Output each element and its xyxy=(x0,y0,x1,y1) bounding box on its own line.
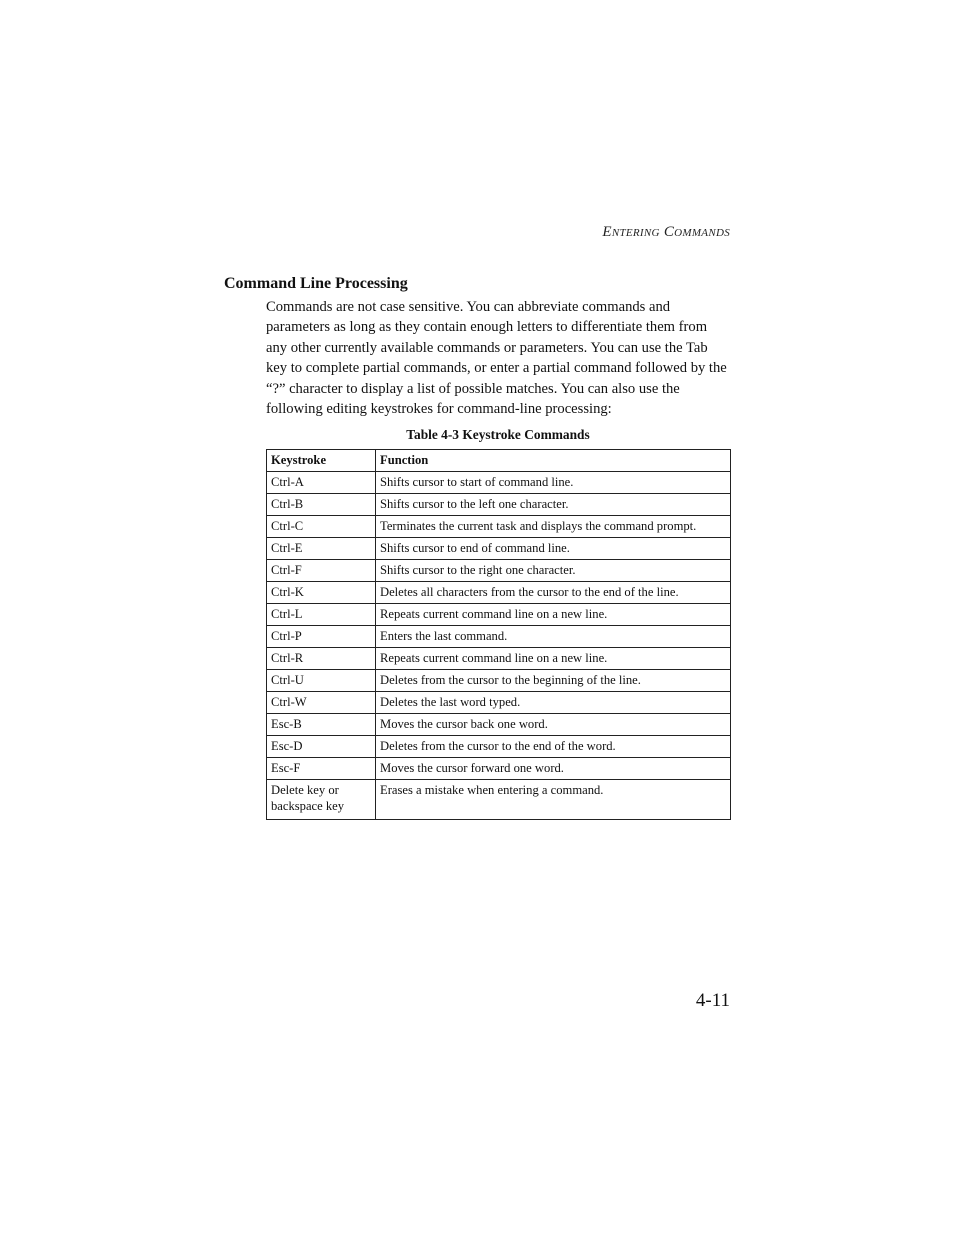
running-head xyxy=(602,224,730,241)
keystroke-cell: Ctrl-L xyxy=(267,604,376,626)
keystroke-column-header: Keystroke xyxy=(267,450,376,472)
function-cell: Shifts cursor to the left one character. xyxy=(376,494,731,516)
page-number: 4-11 xyxy=(695,990,730,1011)
table-row xyxy=(267,736,731,758)
keystroke-cell: Ctrl-W xyxy=(267,692,376,714)
table-header-row xyxy=(267,450,731,472)
table-row xyxy=(267,780,731,820)
table-row xyxy=(267,626,731,648)
keystroke-cell: Delete key or backspace key xyxy=(267,780,376,820)
table-row xyxy=(267,604,731,626)
table-row xyxy=(267,538,731,560)
function-cell: Terminates the current task and displays the command prompt. xyxy=(376,516,731,538)
running-head-initial-1: E xyxy=(602,224,612,240)
running-head-rest-2: ommands xyxy=(674,224,730,240)
section-title: Command Line Processing xyxy=(224,275,408,292)
body-paragraph: Commands are not case sensitive. You can abbreviate commands and parameters as long as they contain enough letters to differentiate them from any other currently available commands or parameters. You can use the Tab key to complete partial commands, or enter a partial command followed by the “?” character to display a list of possible matches. You can also use the following editing keystrokes for command-line processing: xyxy=(266,299,727,418)
table-row xyxy=(267,516,731,538)
keystroke-cell: Esc-F xyxy=(267,758,376,780)
table-row xyxy=(267,648,731,670)
table-row xyxy=(267,758,731,780)
function-cell: Deletes from the cursor to the end of the word. xyxy=(376,736,731,758)
running-head-rest-1: ntering xyxy=(611,224,660,240)
function-cell: Moves the cursor back one word. xyxy=(376,714,731,736)
keystroke-cell: Ctrl-C xyxy=(267,516,376,538)
keystroke-cell: Ctrl-B xyxy=(267,494,376,516)
table-row xyxy=(267,560,731,582)
table-row xyxy=(267,670,731,692)
keystroke-cell: Ctrl-E xyxy=(267,538,376,560)
function-cell: Enters the last command. xyxy=(376,626,731,648)
keystroke-cell: Ctrl-K xyxy=(267,582,376,604)
keystroke-cell: Esc-D xyxy=(267,736,376,758)
table-caption: Table 4-3 Keystroke Commands xyxy=(406,427,590,442)
keystroke-cell: Ctrl-A xyxy=(267,472,376,494)
table-row xyxy=(267,494,731,516)
table-row xyxy=(267,692,731,714)
function-cell: Deletes the last word typed. xyxy=(376,692,731,714)
function-cell: Shifts cursor to the right one character. xyxy=(376,560,731,582)
function-cell: Deletes all characters from the cursor to the end of the line. xyxy=(376,582,731,604)
table-row xyxy=(267,714,731,736)
table-row xyxy=(267,582,731,604)
running-head-initial-2: C xyxy=(663,224,675,240)
function-cell: Moves the cursor forward one word. xyxy=(376,758,731,780)
function-cell: Shifts cursor to end of command line. xyxy=(376,538,731,560)
function-cell: Deletes from the cursor to the beginning of the line. xyxy=(376,670,731,692)
keystroke-cell: Esc-B xyxy=(267,714,376,736)
keystroke-cell: Ctrl-U xyxy=(267,670,376,692)
function-cell: Repeats current command line on a new line. xyxy=(376,604,731,626)
function-cell: Shifts cursor to start of command line. xyxy=(376,472,731,494)
function-cell: Repeats current command line on a new line. xyxy=(376,648,731,670)
keystroke-table xyxy=(266,449,731,820)
keystroke-cell: Ctrl-F xyxy=(267,560,376,582)
table-row xyxy=(267,472,731,494)
keystroke-cell: Ctrl-R xyxy=(267,648,376,670)
function-cell: Erases a mistake when entering a command. xyxy=(376,780,731,820)
keystroke-cell: Ctrl-P xyxy=(267,626,376,648)
function-column-header: Function xyxy=(376,450,731,472)
